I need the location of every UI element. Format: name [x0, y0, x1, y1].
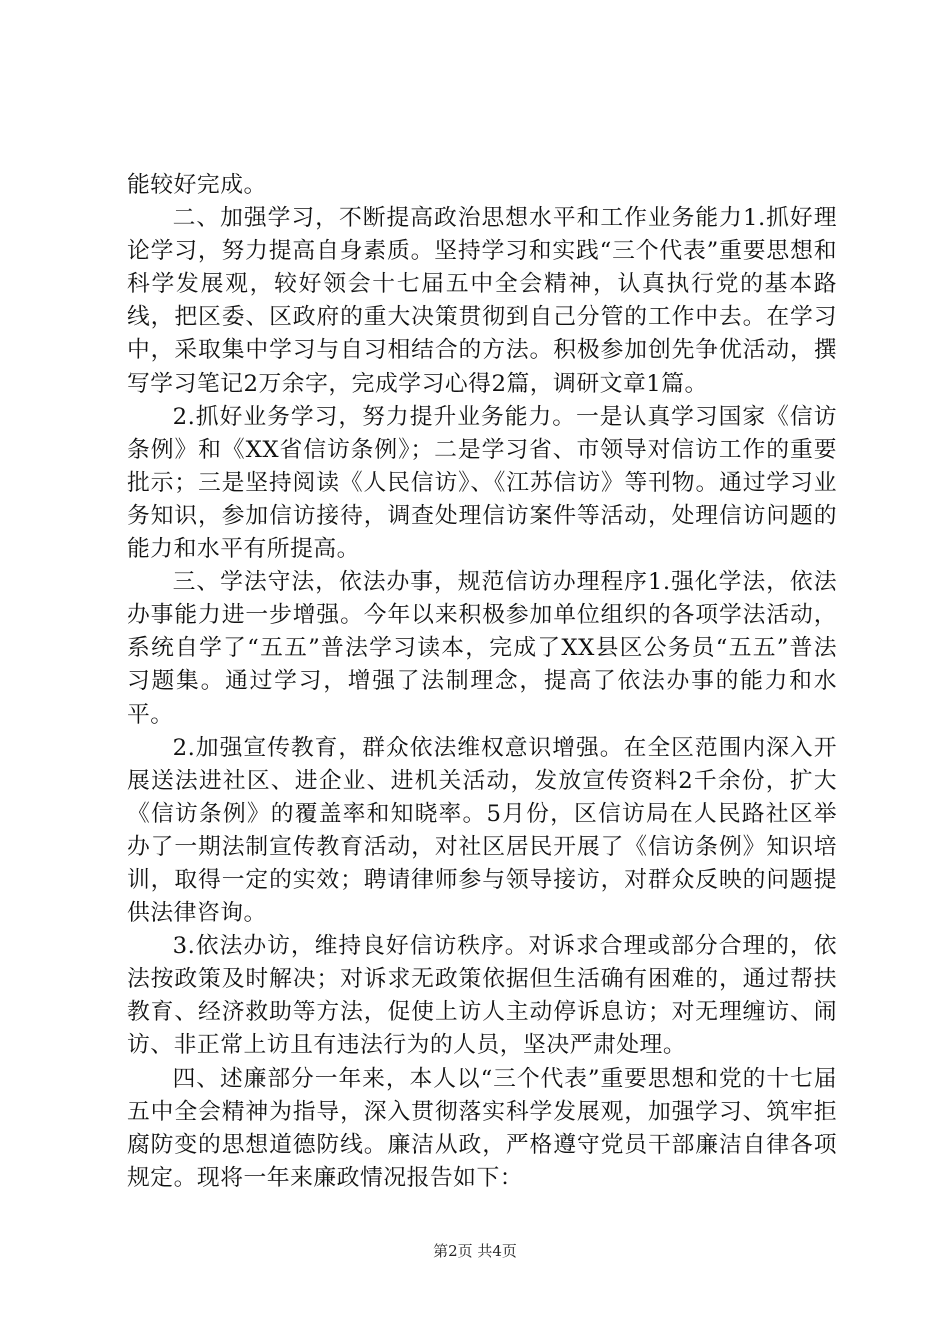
paragraph-section-three: 三、学法守法，依法办事，规范信访办理程序1.强化学法，依法办事能力进一步增强。今年以来积极参加单位组织的各项学法活动，系统自学了“五五”普法学习读本，完成了XX县区公务员“五五”普法习题集。通过学习，增强了法制理念，提高了依法办事的能力和水平。	[127, 569, 837, 728]
paragraph-continuation: 能较好完成。	[127, 172, 267, 198]
paragraph-lawful-petition: 3.依法办访，维持良好信访秩序。对诉求合理或部分合理的，依法按政策及时解决；对诉求无政策依据但生活确有困难的，通过帮扶教育、经济救助等方法，促使上访人主动停诉息访；对无理缠访、闹访、非正常上访且有违法行为的人员，坚决严肃处理。	[127, 933, 837, 1059]
page-footer	[0, 1241, 950, 1261]
paragraph-business-study: 2.抓好业务学习，努力提升业务能力。一是认真学习国家《信访条例》和《XX省信访条例》；二是学习省、市领导对信访工作的重要批示；三是坚持阅读《人民信访》、《江苏信访》等刊物。通过学习业务知识，参加信访接待，调查处理信访案件等活动，处理信访问题的能力和水平有所提高。	[127, 403, 837, 563]
document-body	[127, 169, 837, 1195]
paragraph-section-two: 二、加强学习，不断提高政治思想水平和工作业务能力1.抓好理论学习，努力提高自身素质。坚持学习和实践“三个代表”重要思想和科学发展观，较好领会十七届五中全会精神，认真执行党的基本路线，把区委、区政府的重大决策贯彻到自己分管的工作中去。在学习中，采取集中学习与自习相结合的方法。积极参加创先争优活动，撰写学习笔记2万余字，完成学习心得2篇，调研文章1篇。	[127, 205, 837, 397]
page-number: 第2页 共4页	[433, 1242, 517, 1260]
paragraph-publicity: 2.加强宣传教育，群众依法维权意识增强。在全区范围内深入开展送法进社区、进企业、进机关活动，发放宣传资料2千余份，扩大《信访条例》的覆盖率和知晓率。5月份，区信访局在人民路社区举办了一期法制宣传教育活动，对社区居民开展了《信访条例》知识培训，取得一定的实效；聘请律师参与领导接访，对群众反映的问题提供法律咨询。	[127, 734, 837, 927]
paragraph-section-four: 四、述廉部分一年来，本人以“三个代表”重要思想和党的十七届五中全会精神为指导，深入贯彻落实科学发展观，加强学习、筑牢拒腐防变的思想道德防线。廉洁从政，严格遵守党员干部廉洁自律各项规定。现将一年来廉政情况报告如下：	[127, 1065, 837, 1191]
